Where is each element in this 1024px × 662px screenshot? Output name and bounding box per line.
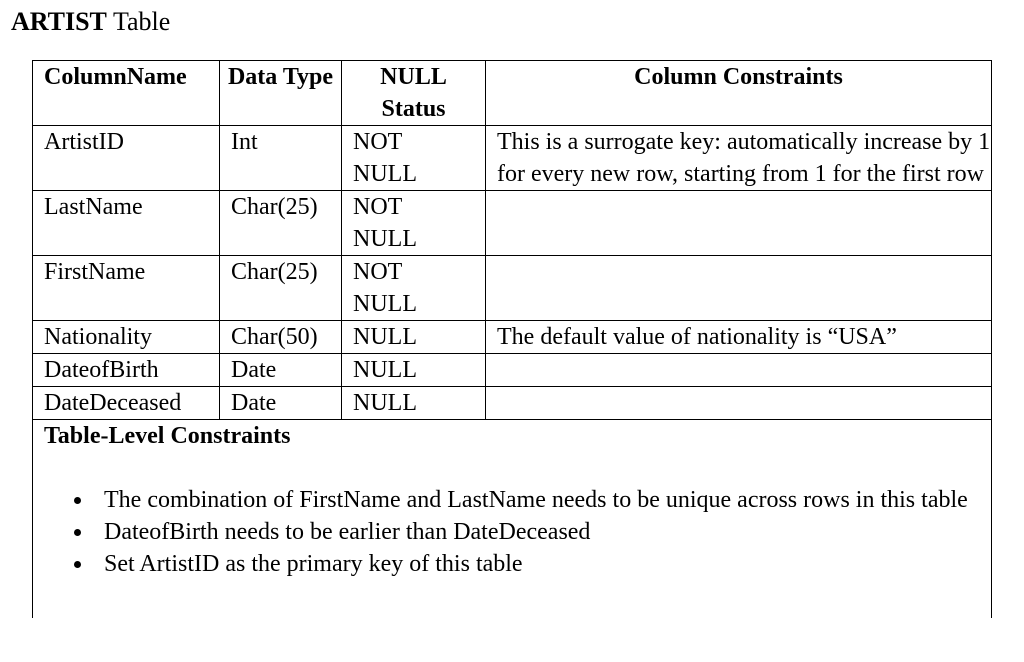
cell-constraint [486,387,992,420]
cell-null-status: NOT NULL [342,126,486,191]
header-data-type: Data Type [220,61,342,126]
table-row [33,387,992,420]
list-item: • Set ArtistID as the primary key of this table [94,548,991,580]
cell-constraint [486,256,992,321]
cell-data-type: Char(50) [220,321,342,354]
cell-null-status: NULL [342,321,486,354]
table-row [33,191,992,256]
list-item: • DateofBirth needs to be earlier than DateDeceased [94,516,991,548]
cell-null-status: NOT NULL [342,256,486,321]
artist-table [32,60,992,618]
header-row [33,61,992,126]
cell-column-name: DateDeceased [33,387,220,420]
page-title [11,5,170,39]
table-row [33,321,992,354]
cell-data-type: Char(25) [220,256,342,321]
cell-null-status: NOT NULL [342,191,486,256]
cell-column-name: LastName [33,191,220,256]
header-column-constraints: Column Constraints [486,61,992,126]
cell-constraint [486,191,992,256]
cell-data-type: Char(25) [220,191,342,256]
table-level-constraints-title: Table-Level Constraints [44,423,291,449]
cell-null-status: NULL [342,387,486,420]
cell-column-name: ArtistID [33,126,220,191]
cell-column-name: FirstName [33,256,220,321]
cell-data-type: Int [220,126,342,191]
cell-null-status: NULL [342,354,486,387]
table-level-constraints [33,420,992,619]
title-bold: ARTIST [11,7,107,36]
table-row [33,354,992,387]
table-level-constraints-row [33,420,992,619]
cell-constraint: The default value of nationality is “USA” [486,321,992,354]
cell-data-type: Date [220,387,342,420]
cell-column-name: Nationality [33,321,220,354]
table-row [33,256,992,321]
cell-constraint [486,354,992,387]
header-column-name: ColumnName [33,61,220,126]
constraints-list [44,484,991,580]
cell-column-name: DateofBirth [33,354,220,387]
cell-constraint: This is a surrogate key: automatically increase by 1 for every new row, starting from 1 for the first row [486,126,992,191]
title-rest: Table [112,7,171,36]
header-null-status: NULL Status [342,61,486,126]
list-item: • The combination of FirstName and LastName needs to be unique across rows in this table [94,484,991,516]
cell-data-type: Date [220,354,342,387]
table-row [33,126,992,191]
